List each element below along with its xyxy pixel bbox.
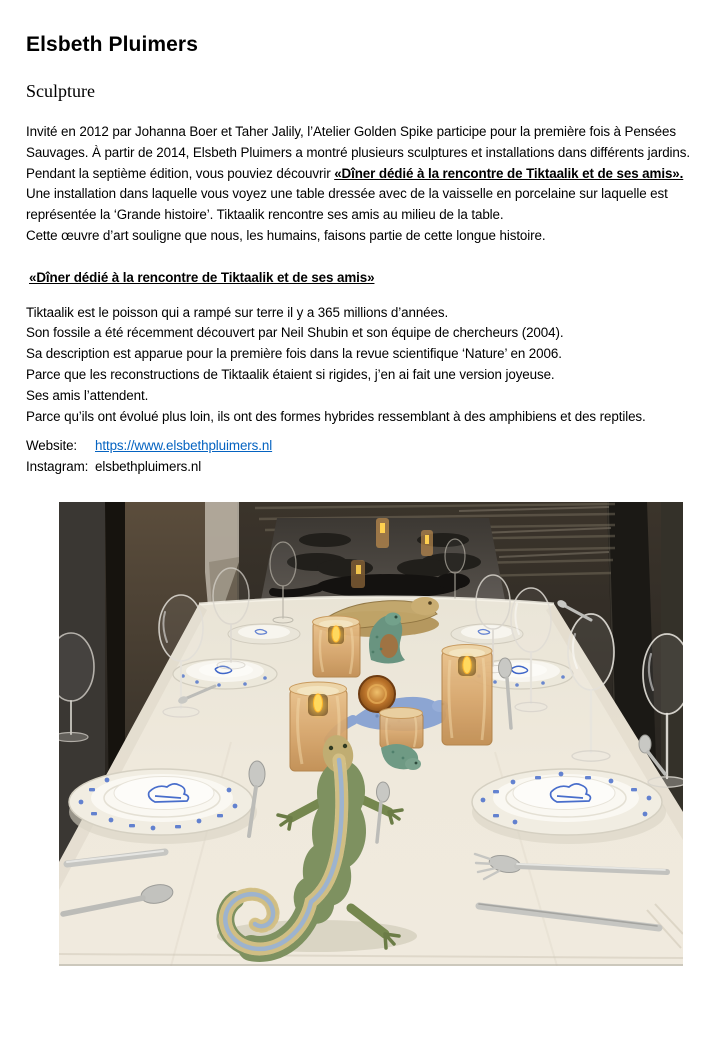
contact-block — [26, 436, 698, 478]
instagram-handle: elsbethpluimers.nl — [95, 459, 202, 475]
candle-amber-short — [380, 707, 424, 748]
document-page — [0, 32, 724, 1056]
text-line: Parce qu’ils ont évolué plus loin, ils ont des formes hybrides ressemblant à des amphibiens et des reptiles. — [26, 408, 646, 424]
installation-title-inline: «Dîner dédié à la rencontre de Tiktaalik et de ses amis». — [334, 165, 684, 181]
text-line — [26, 164, 698, 185]
mirror-reflection-table — [261, 518, 505, 600]
text-line: Une installation dans laquelle vous voyez une table dressée avec de la vaisselle en porcelaine sur laquelle est — [26, 186, 668, 202]
installation-photo — [59, 502, 683, 966]
website-label: Website: — [26, 438, 78, 454]
candle-amber-right — [442, 644, 492, 745]
candle-amber-mid — [313, 616, 361, 677]
instagram-row — [26, 457, 698, 478]
website-link[interactable]: https://www.elsbethpluimers.nl — [95, 438, 273, 454]
text-line: Invité en 2012 par Johanna Boer et Taher Jalily, l’Atelier Golden Spike participe pour la première fois à Pensées — [26, 124, 676, 139]
text-line: Tiktaalik est le poisson qui a rampé sur terre il y a 365 millions d’années. — [26, 304, 449, 320]
text-line: représentée la ‘Grande histoire’. Tiktaalik rencontre ses amis au milieu de la table. — [26, 207, 504, 223]
section-heading: «Dîner dédié à la rencontre de Tiktaalik et de ses amis» — [29, 269, 375, 285]
porcelain-plate-front-right — [472, 769, 666, 844]
text-segment: Pendant la septième édition, vous pouviez découvrir — [26, 165, 335, 181]
intro-paragraph — [26, 122, 698, 247]
text-line: Ses amis l’attendent. — [26, 387, 149, 403]
text-line: Cette œuvre d’art souligne que nous, les humains, faisons partie de cette longue histoire. — [26, 227, 546, 243]
installation-photo-graphic — [59, 502, 683, 966]
text-line: Son fossile a été récemment découvert par Neil Shubin et son équipe de chercheurs (2004). — [26, 325, 564, 341]
text-line: Sa description est apparue pour la première fois dans la revue scientifique ‘Nature’ en 2006. — [26, 346, 562, 362]
website-row — [26, 436, 698, 457]
porcelain-plate-front-left — [69, 769, 257, 844]
page-subtitle: Sculpture — [26, 81, 95, 101]
text-line: Parce que les reconstructions de Tiktaalik étaient si rigides, j’en ai fait une version joyeuse. — [26, 366, 555, 382]
page-title: Elsbeth Pluimers — [26, 33, 198, 56]
details-paragraph — [26, 303, 698, 428]
text-line: Sauvages. À partir de 2014, Elsbeth Pluimers a montré plusieurs sculptures et installations dans différents jardins. — [26, 144, 690, 160]
instagram-label: Instagram: — [26, 459, 89, 475]
